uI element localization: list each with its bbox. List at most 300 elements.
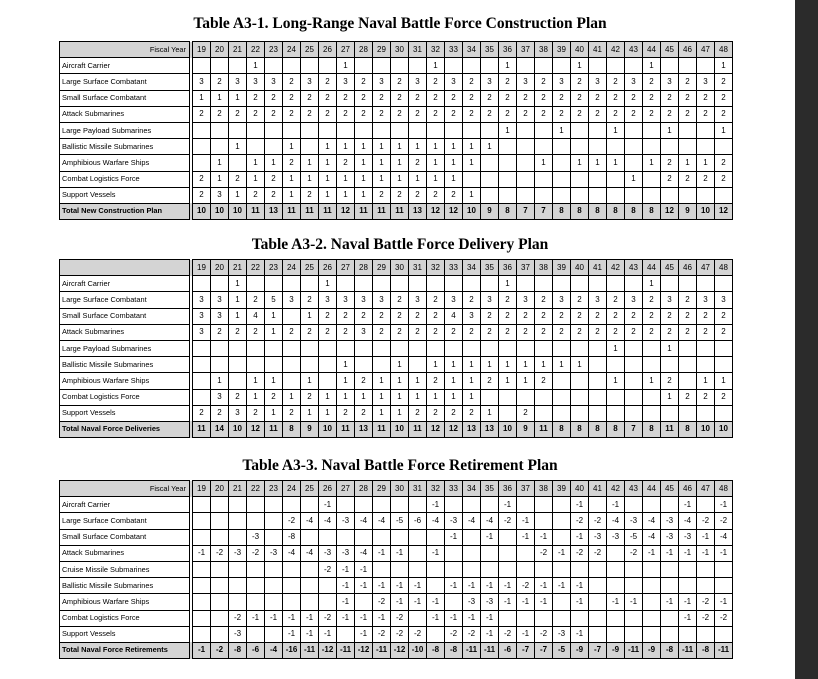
value-cell [301,594,319,610]
value-cell: 2 [301,187,319,203]
value-cell [625,405,643,421]
value-cell: 2 [535,308,553,324]
value-cell [661,610,679,626]
value-cell: 1 [643,373,661,389]
value-cell: 2 [463,74,481,90]
total-cell: -9 [643,642,661,658]
value-cell: 2 [571,324,589,340]
value-cell [535,58,553,74]
total-cell: 9 [679,203,697,219]
value-cell [553,610,571,626]
value-cell [265,276,283,292]
value-cell: 1 [607,373,625,389]
total-cell: 11 [373,203,391,219]
value-cell: -1 [445,578,463,594]
total-cell: 11 [535,421,553,437]
table-row [60,171,733,187]
value-cell [229,529,247,545]
value-cell: -1 [373,578,391,594]
year-header: 27 [337,260,355,276]
table-row [60,308,733,324]
value-cell: 3 [409,292,427,308]
value-cell [391,529,409,545]
value-cell [715,139,733,155]
total-row [60,642,733,658]
value-cell: -1 [301,610,319,626]
year-header: 22 [247,260,265,276]
year-header: 28 [355,481,373,497]
total-cell: -11 [625,642,643,658]
total-cell: 10 [697,203,715,219]
value-cell: 1 [715,373,733,389]
table-row [60,594,733,610]
year-header: 44 [643,481,661,497]
value-cell [337,626,355,642]
value-cell: 2 [301,389,319,405]
value-cell [301,139,319,155]
value-cell [409,529,427,545]
value-cell: -1 [607,594,625,610]
value-cell [697,276,715,292]
value-cell [661,276,679,292]
value-cell: 1 [427,58,445,74]
year-header: 32 [427,260,445,276]
value-cell: 3 [283,292,301,308]
value-cell: 1 [319,155,337,171]
value-cell: 3 [193,74,211,90]
value-cell: 2 [481,106,499,122]
value-cell: -1 [661,594,679,610]
table-row [60,340,733,356]
value-cell [283,308,301,324]
value-cell: -1 [517,513,535,529]
value-cell [625,497,643,513]
value-cell [589,561,607,577]
value-cell: 1 [319,405,337,421]
value-cell [265,561,283,577]
year-header: 35 [481,481,499,497]
value-cell: 1 [661,122,679,138]
value-cell: 1 [409,171,427,187]
value-cell: -1 [679,545,697,561]
value-cell [319,58,337,74]
value-cell [679,139,697,155]
value-cell [229,155,247,171]
value-cell: -2 [409,626,427,642]
value-cell: 1 [283,187,301,203]
row-label: Large Surface Combatant [60,513,190,529]
value-cell [517,610,535,626]
value-cell: 2 [193,106,211,122]
value-cell [445,545,463,561]
value-cell [625,276,643,292]
value-cell [697,626,715,642]
row-label: Small Surface Combatant [60,308,190,324]
value-cell [481,497,499,513]
value-cell [319,594,337,610]
value-cell: -4 [607,513,625,529]
value-cell [625,610,643,626]
row-label: Ballistic Missile Submarines [60,578,190,594]
total-cell: 12 [715,203,733,219]
value-cell: -1 [481,610,499,626]
value-cell: 1 [643,155,661,171]
value-cell [607,545,625,561]
value-cell: -1 [445,529,463,545]
value-cell: -2 [319,561,337,577]
value-cell [211,610,229,626]
row-label: Support Vessels [60,405,190,421]
value-cell: 3 [373,74,391,90]
value-cell [337,340,355,356]
total-cell: -9 [571,642,589,658]
value-cell: 2 [211,74,229,90]
value-cell [553,340,571,356]
year-header: 21 [229,42,247,58]
value-cell: 2 [409,90,427,106]
value-cell: -1 [337,561,355,577]
value-cell: -3 [553,626,571,642]
value-cell [625,357,643,373]
value-cell [553,389,571,405]
total-cell: -9 [607,642,625,658]
value-cell: 1 [337,139,355,155]
value-cell: 3 [211,292,229,308]
value-cell [679,578,697,594]
row-label: Large Surface Combatant [60,292,190,308]
value-cell [373,497,391,513]
value-cell: 2 [481,324,499,340]
value-cell: 2 [517,106,535,122]
value-cell: 1 [229,308,247,324]
value-cell: 2 [373,308,391,324]
value-cell: -4 [373,513,391,529]
value-cell: 1 [247,389,265,405]
value-cell [697,187,715,203]
value-cell: -1 [481,578,499,594]
total-cell: 11 [337,421,355,437]
value-cell: 1 [373,405,391,421]
value-cell: 2 [427,90,445,106]
value-cell [589,58,607,74]
year-header: 43 [625,42,643,58]
value-cell [499,389,517,405]
value-cell [553,373,571,389]
value-cell: 1 [391,155,409,171]
value-cell: 2 [499,74,517,90]
value-cell [409,545,427,561]
value-cell: 1 [319,171,337,187]
value-cell: 1 [337,373,355,389]
value-cell: 2 [283,106,301,122]
value-cell [643,357,661,373]
value-cell [193,626,211,642]
value-cell [319,122,337,138]
value-cell: -1 [517,529,535,545]
value-cell: 3 [463,308,481,324]
value-cell [409,276,427,292]
total-cell: -16 [283,642,301,658]
value-cell [679,58,697,74]
year-header: 28 [355,42,373,58]
total-cell: 12 [445,203,463,219]
value-cell [409,561,427,577]
value-cell: 2 [355,308,373,324]
value-cell: 2 [355,74,373,90]
value-cell: 1 [391,373,409,389]
value-cell: 1 [661,389,679,405]
value-cell [193,610,211,626]
value-cell [517,497,535,513]
value-cell: 2 [409,187,427,203]
value-cell: 1 [337,171,355,187]
construction-plan-table [59,41,733,220]
value-cell [319,373,337,389]
value-cell: -4 [679,513,697,529]
value-cell: 4 [445,308,463,324]
value-cell [247,594,265,610]
value-cell [517,340,535,356]
value-cell [625,626,643,642]
total-cell: 12 [337,203,355,219]
table-row [60,276,733,292]
total-cell: 12 [427,421,445,437]
value-cell: 2 [211,106,229,122]
value-cell: 2 [679,324,697,340]
value-cell: 3 [211,389,229,405]
value-cell: 1 [301,155,319,171]
value-cell [337,529,355,545]
value-cell: -2 [517,578,535,594]
value-cell [535,171,553,187]
value-cell: -2 [391,626,409,642]
total-cell: 8 [589,421,607,437]
value-cell: 2 [607,106,625,122]
value-cell [643,561,661,577]
value-cell: -1 [427,497,445,513]
total-cell: -1 [193,642,211,658]
value-cell: -3 [679,529,697,545]
value-cell: 1 [355,155,373,171]
value-cell [229,357,247,373]
value-cell [481,340,499,356]
value-cell [499,405,517,421]
value-cell [427,340,445,356]
value-cell [643,171,661,187]
value-cell [517,139,535,155]
value-cell: 3 [193,308,211,324]
value-cell [283,58,301,74]
value-cell: 2 [679,90,697,106]
value-cell [391,497,409,513]
value-cell: 2 [643,90,661,106]
value-cell: 2 [337,106,355,122]
year-header: 36 [499,481,517,497]
value-cell: -6 [409,513,427,529]
value-cell: 1 [355,389,373,405]
total-cell: -7 [589,642,607,658]
row-label: Amphibious Warfare Ships [60,594,190,610]
total-cell: 8 [607,421,625,437]
value-cell [463,340,481,356]
value-cell [715,578,733,594]
value-cell [643,626,661,642]
value-cell: -1 [391,594,409,610]
value-cell [301,276,319,292]
value-cell: 2 [643,324,661,340]
value-cell: -3 [229,545,247,561]
value-cell: 3 [625,292,643,308]
value-cell [355,276,373,292]
value-cell: -1 [193,545,211,561]
year-header: 19 [193,260,211,276]
value-cell: 1 [463,187,481,203]
value-cell [643,139,661,155]
value-cell: 1 [427,389,445,405]
value-cell: 1 [373,155,391,171]
value-cell: 2 [571,308,589,324]
total-cell: 8 [499,203,517,219]
value-cell [337,497,355,513]
total-cell: 7 [517,203,535,219]
value-cell [211,58,229,74]
value-cell: -1 [571,529,589,545]
row-label: Amphibious Warfare Ships [60,155,190,171]
value-cell [229,594,247,610]
value-cell [301,561,319,577]
value-cell: 2 [571,106,589,122]
value-cell [517,187,535,203]
value-cell: 3 [229,74,247,90]
value-cell [301,340,319,356]
value-cell: 3 [715,292,733,308]
value-cell: -2 [463,626,481,642]
value-cell [517,155,535,171]
value-cell: 2 [679,106,697,122]
table-row [60,497,733,513]
value-cell [211,513,229,529]
value-cell: 3 [553,292,571,308]
value-cell [265,578,283,594]
value-cell: 2 [211,324,229,340]
total-cell: 10 [229,203,247,219]
value-cell [445,58,463,74]
value-cell: 2 [229,389,247,405]
value-cell [211,122,229,138]
year-header: 23 [265,260,283,276]
value-cell [409,58,427,74]
value-cell [679,340,697,356]
value-cell [391,122,409,138]
value-cell [445,340,463,356]
value-cell [193,139,211,155]
value-cell: -1 [427,610,445,626]
year-header: 30 [391,260,409,276]
year-header: 23 [265,42,283,58]
value-cell [535,610,553,626]
value-cell: 2 [337,90,355,106]
year-header: 35 [481,42,499,58]
value-cell [355,529,373,545]
value-cell: 2 [499,106,517,122]
value-cell: 2 [301,90,319,106]
value-cell: -1 [355,626,373,642]
value-cell [391,340,409,356]
table-row [60,122,733,138]
value-cell [193,340,211,356]
value-cell: 3 [517,292,535,308]
value-cell [607,139,625,155]
value-cell: 2 [517,90,535,106]
value-cell: 1 [319,187,337,203]
value-cell [643,122,661,138]
value-cell: 1 [499,58,517,74]
value-cell: 2 [715,308,733,324]
value-cell [283,561,301,577]
value-cell [679,561,697,577]
value-cell [589,357,607,373]
value-cell [481,155,499,171]
value-cell [211,340,229,356]
row-label: Large Payload Submarines [60,340,190,356]
value-cell [589,373,607,389]
value-cell: -3 [661,513,679,529]
year-header: 22 [247,481,265,497]
value-cell: -1 [571,594,589,610]
value-cell: 2 [679,389,697,405]
value-cell [625,187,643,203]
value-cell: -1 [427,545,445,561]
total-cell: 14 [211,421,229,437]
year-header: 31 [409,260,427,276]
value-cell [517,276,535,292]
value-cell [607,171,625,187]
value-cell [499,171,517,187]
value-cell: 2 [301,292,319,308]
value-cell: -3 [463,594,481,610]
value-cell: 2 [427,308,445,324]
value-cell: 2 [697,106,715,122]
value-cell: -1 [499,594,517,610]
value-cell: -8 [283,529,301,545]
value-cell [301,58,319,74]
total-cell: 10 [697,421,715,437]
value-cell: 3 [445,292,463,308]
row-label: Aircraft Carrier [60,497,190,513]
value-cell: 2 [427,106,445,122]
value-cell: 1 [607,340,625,356]
value-cell [283,497,301,513]
value-cell: 1 [391,405,409,421]
value-cell [661,578,679,594]
value-cell [517,561,535,577]
value-cell [481,187,499,203]
year-header: 48 [715,42,733,58]
value-cell: 1 [607,155,625,171]
value-cell: -1 [571,626,589,642]
value-cell [661,561,679,577]
value-cell: 2 [607,292,625,308]
value-cell: 1 [229,292,247,308]
value-cell [229,497,247,513]
value-cell [607,357,625,373]
year-header: 48 [715,481,733,497]
value-cell: -2 [697,594,715,610]
value-cell: 2 [283,155,301,171]
value-cell: 2 [445,405,463,421]
value-cell: 2 [193,187,211,203]
total-cell: 10 [499,421,517,437]
